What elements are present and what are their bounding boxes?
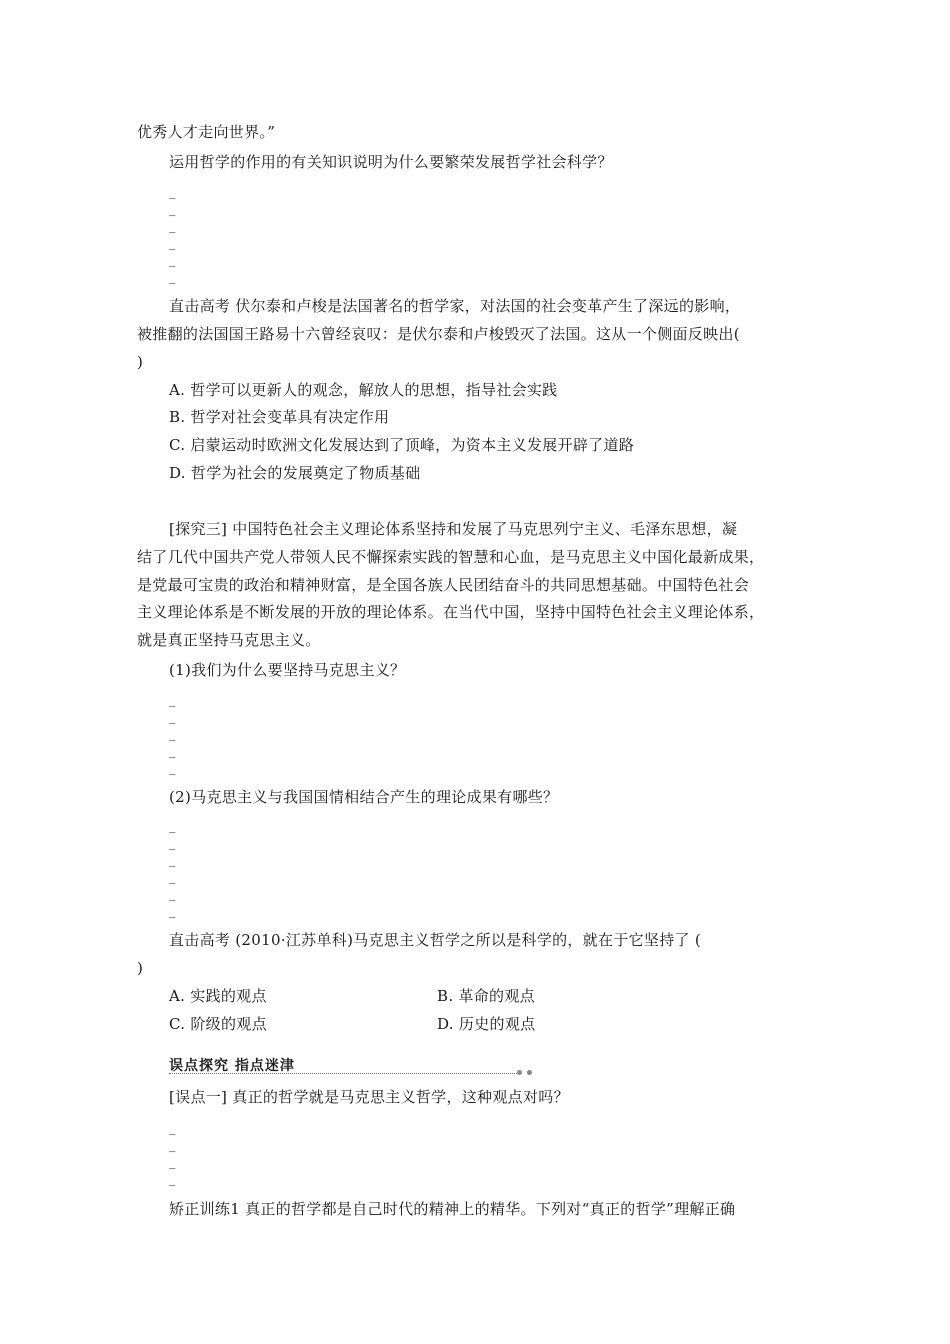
explore-paragraph: [探究三] 中国特色社会主义理论体系坚持和发展了马克思列宁主义、毛泽东思想，凝: [169, 520, 738, 538]
option-d: D. 哲学为社会的发展奠定了物质基础: [169, 464, 421, 482]
text-line: 是党最可宝贵的政治和精神财富，是全国各族人民团结奋斗的共同思想基础。中国特色社会: [137, 576, 750, 594]
blank-line-mark: _: [169, 185, 176, 200]
question-line: (2)马克思主义与我国国情相结合产生的理论成果有哪些？: [169, 788, 559, 806]
blank-line-mark: _: [169, 904, 176, 919]
blank-line-mark: _: [169, 819, 176, 834]
option-d: D. 历史的观点: [437, 1015, 536, 1033]
option-c: C. 启蒙运动时欧洲文化发展达到了顶峰，为资本主义发展开辟了道路: [169, 436, 635, 454]
blank-line-mark: _: [169, 887, 176, 902]
blank-line-mark: _: [169, 1138, 176, 1153]
misconception-question: [误点一] 真正的哲学就是马克思主义哲学，这种观点对吗？: [169, 1088, 569, 1106]
blank-line-mark: _: [169, 761, 176, 776]
text-line: 结了几代中国共产党人带领人民不懈探索实践的智慧和心血，是马克思主义中国化最新成果，: [137, 548, 765, 566]
option-b: B. 革命的观点: [437, 987, 535, 1005]
section-divider: [169, 1073, 517, 1074]
blank-line-mark: _: [169, 202, 176, 217]
text-line: 优秀人才走向世界。”: [137, 123, 276, 141]
blank-line-mark: _: [169, 253, 176, 268]
blank-line-mark: _: [169, 853, 176, 868]
divider-dot-icon: [517, 1070, 522, 1075]
section-title: 误点探究 指点迷津: [169, 1058, 295, 1074]
text-line: ): [137, 959, 144, 977]
blank-line-mark: _: [169, 1155, 176, 1170]
divider-dot-icon: [527, 1070, 532, 1075]
blank-line-mark: _: [169, 236, 176, 251]
option-a: A. 哲学可以更新人的观念，解放人的思想，指导社会实践: [169, 381, 558, 399]
blank-line-mark: _: [169, 1172, 176, 1187]
question-line: 运用哲学的作用的有关知识说明为什么要繁荣发展哲学社会科学？: [169, 153, 613, 171]
blank-line-mark: _: [169, 219, 176, 234]
blank-line-mark: _: [169, 693, 176, 708]
option-c: C. 阶级的观点: [169, 1015, 267, 1033]
text-line: 被推翻的法国国王路易十六曾经哀叹：是伏尔泰和卢梭毁灭了法国。这从一个侧面反映出(: [137, 325, 740, 343]
blank-line-mark: _: [169, 870, 176, 885]
exam-question-line: 直击高考 (2010·江苏单科)马克思主义哲学之所以是科学的，就在于它坚持了 (: [169, 931, 702, 949]
blank-line-mark: _: [169, 727, 176, 742]
exam-question-line: 直击高考 伏尔泰和卢梭是法国著名的哲学家，对法国的社会变革产生了深远的影响，: [169, 297, 741, 315]
text-line: 就是真正坚持马克思主义。: [137, 631, 321, 649]
option-a: A. 实践的观点: [169, 987, 267, 1005]
blank-line-mark: _: [169, 270, 176, 285]
blank-line-mark: _: [169, 710, 176, 725]
exercise-line: 矫正训练1 真正的哲学都是自己时代的精神上的精华。下列对“真正的哲学”理解正确: [169, 1200, 736, 1218]
text-line: ): [137, 353, 144, 371]
question-line: (1)我们为什么要坚持马克思主义？: [169, 661, 406, 679]
blank-line-mark: _: [169, 744, 176, 759]
option-b: B. 哲学对社会变革具有决定作用: [169, 408, 390, 426]
blank-line-mark: _: [169, 1121, 176, 1136]
text-line: 主义理论体系是不断发展的开放的理论体系。在当代中国，坚持中国特色社会主义理论体系，: [137, 603, 765, 621]
blank-line-mark: _: [169, 836, 176, 851]
